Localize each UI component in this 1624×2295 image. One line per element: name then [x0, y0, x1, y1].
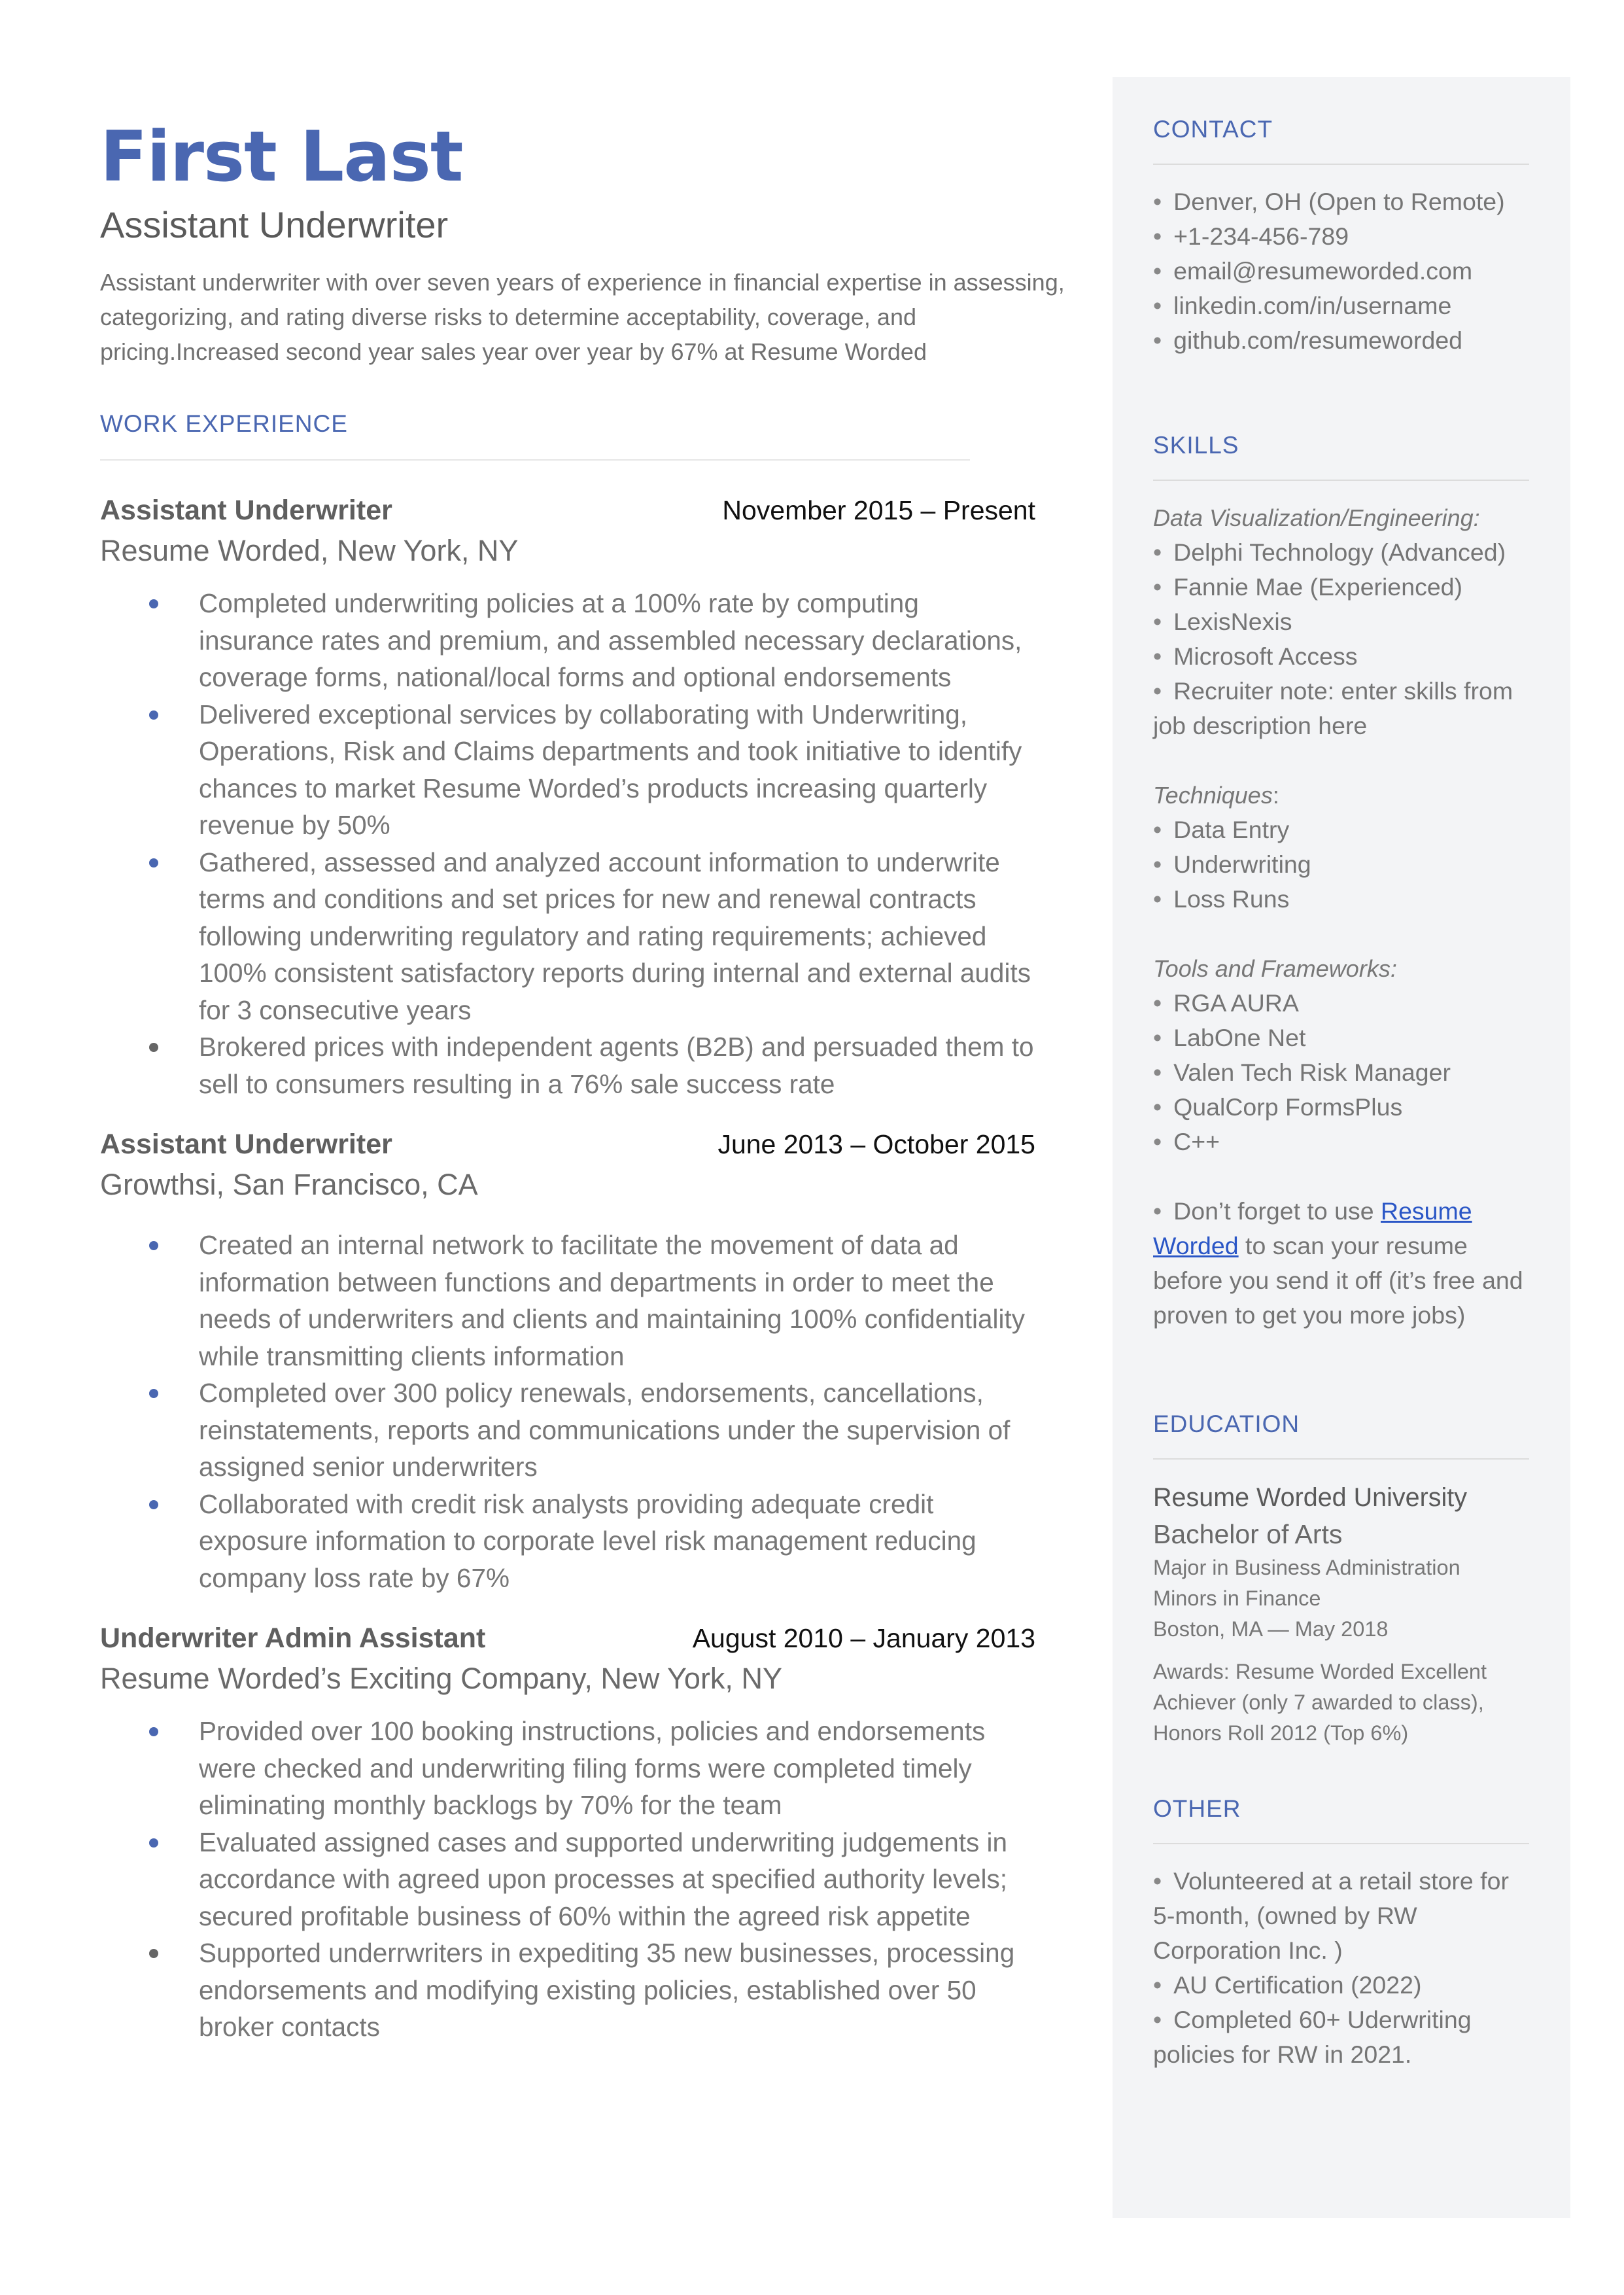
work-experience-title: WORK EXPERIENCE	[100, 410, 348, 437]
bullet-icon	[149, 1949, 158, 1958]
sidebar	[1113, 77, 1570, 2218]
job-date: August 2010 – January 2013	[692, 1623, 1035, 1653]
job-entry	[100, 1621, 1042, 2046]
list-item: • C++	[1153, 1128, 1220, 1155]
divider	[100, 459, 970, 461]
divider	[1153, 1843, 1529, 1844]
skill-category: Tools and Frameworks:	[1153, 955, 1397, 982]
skill-category: Data Visualization/Engineering:	[1153, 504, 1480, 531]
bullet-icon	[149, 599, 158, 608]
job-bullets	[100, 1227, 1035, 1596]
job-bullets	[100, 585, 1035, 1102]
bullet-icon	[149, 1241, 158, 1250]
job-title: Underwriter Admin Assistant	[100, 1622, 486, 1654]
list-item: • github.com/resumeworded	[1153, 326, 1463, 354]
job-company: Resume Worded, New York, NY	[100, 534, 519, 567]
other-list	[1153, 1864, 1529, 2072]
divider	[1153, 480, 1529, 481]
list-item: • LabOne Net	[1153, 1024, 1306, 1051]
edu-major: Major in Business Administration	[1153, 1556, 1460, 1579]
education-title: EDUCATION	[1153, 1410, 1300, 1437]
list-item: • Denver, OH (Open to Remote)	[1153, 188, 1505, 215]
divider	[1153, 1458, 1529, 1460]
list-item: Collaborated with credit risk analysts providing adequate credit exposure information to corporate level risk management reducing company loss rate by 67%	[100, 1486, 1035, 1597]
other-title: OTHER	[1153, 1795, 1241, 1822]
list-item: • AU Certification (2022)	[1153, 1971, 1422, 1999]
list-item: Completed over 300 policy renewals, endorsements, cancellations, reinstatements, reports and communications under the supervision of assigned senior underwriters	[100, 1375, 1035, 1486]
list-item: • Underwriting	[1153, 850, 1311, 878]
edu-minor: Minors in Finance	[1153, 1586, 1321, 1610]
list-item: • linkedin.com/in/username	[1153, 292, 1452, 319]
job-company: Resume Worded’s Exciting Company, New York, NY	[100, 1662, 782, 1695]
main-column	[100, 114, 1065, 2046]
list-item: • Recruiter note: enter skills from job description here	[1153, 677, 1513, 739]
job-date: November 2015 – Present	[722, 495, 1035, 525]
list-item: Brokered prices with independent agents (B2B) and persuaded them to sell to consumers resulting in a 76% sale success rate	[100, 1028, 1035, 1102]
edu-location-date: Boston, MA — May 2018	[1153, 1617, 1389, 1641]
resume-worded-link[interactable]: Resume Worded	[1153, 1197, 1472, 1259]
divider	[1153, 164, 1529, 165]
bullet-icon	[149, 1727, 158, 1736]
skills-note	[1153, 1194, 1529, 1333]
list-item: Evaluated assigned cases and supported underwriting judgements in accordance with agreed upon processes at specified authority levels; secured profitable business of 60% within the agreed risk appetite	[100, 1824, 1035, 1935]
list-item: • RGA AURA	[1153, 989, 1299, 1017]
list-item: Supported underrwriters in expediting 35 new businesses, processing endorsements and modifying existing policies, established over 50 broker contacts	[100, 1935, 1035, 2046]
contact-list	[1153, 184, 1529, 358]
skills-title: SKILLS	[1153, 432, 1239, 459]
job-date: June 2013 – October 2015	[717, 1129, 1035, 1159]
skill-list	[1153, 813, 1529, 917]
skill-category: Techniques:	[1153, 782, 1279, 809]
bullet-icon	[149, 1043, 158, 1052]
list-item: • email@resumeworded.com	[1153, 257, 1473, 285]
list-item: Created an internal network to facilitate the movement of data ad information between functions and departments in order to meet the needs of underwriters and clients and maintaining 100% confidentiality while transmitting clients information	[100, 1227, 1035, 1375]
list-item: • QualCorp FormsPlus	[1153, 1093, 1403, 1121]
candidate-role: Assistant Underwriter	[100, 204, 449, 245]
list-item: Delivered exceptional services by collaborating with Underwriting, Operations, Risk and Claims departments and took initiative to identify chances to market Resume Worded’s products increasing quarterly revenue by 50%	[100, 696, 1035, 844]
list-item: Provided over 100 booking instructions, policies and endorsements were checked and underwriting filing forms were completed timely eliminating monthly backlogs by 70% for the team	[100, 1713, 1035, 1824]
edu-degree: Bachelor of Arts	[1153, 1519, 1343, 1549]
skill-list	[1153, 986, 1529, 1159]
list-item: • Microsoft Access	[1153, 642, 1358, 670]
contact-title: CONTACT	[1153, 116, 1273, 143]
list-item: • Completed 60+ Uderwriting policies for RW in 2021.	[1153, 2006, 1472, 2068]
skill-list	[1153, 535, 1529, 743]
bullet-icon	[149, 1500, 158, 1509]
list-item: Gathered, assessed and analyzed account information to underwrite terms and conditions and set prices for new and renewal contracts following underwriting regulatory and rating requirements; achieved 100% consistent satisfactory reports during internal and external audits for 3 consecutive years	[100, 844, 1035, 1029]
bullet-icon	[149, 858, 158, 867]
list-item: • Data Entry	[1153, 816, 1290, 843]
edu-school: Resume Worded University	[1153, 1483, 1468, 1512]
job-entry	[100, 493, 1042, 1102]
bullet-icon	[149, 710, 158, 720]
candidate-name: First Last	[100, 116, 463, 197]
list-item: • LexisNexis	[1153, 608, 1292, 635]
bullet-icon	[149, 1838, 158, 1848]
job-entry	[100, 1127, 1042, 1596]
list-item: • Valen Tech Risk Manager	[1153, 1059, 1451, 1086]
job-title: Assistant Underwriter	[100, 1129, 392, 1160]
list-item: • Fannie Mae (Experienced)	[1153, 573, 1463, 601]
list-item: • +1-234-456-789	[1153, 222, 1349, 250]
list-item: • Volunteered at a retail store for 5-month, (owned by RW Corporation Inc. )	[1153, 1867, 1509, 1964]
list-item: • Loss Runs	[1153, 885, 1290, 913]
bullet-icon	[149, 1389, 158, 1398]
job-bullets	[100, 1713, 1035, 2046]
job-company: Growthsi, San Francisco, CA	[100, 1168, 478, 1201]
job-title: Assistant Underwriter	[100, 495, 392, 526]
summary: Assistant underwriter with over seven years of experience in financial expertise in assessing, categorizing, and rating diverse risks to determine acceptability, coverage, and pricing.Increased second year sales year over year by 67% at Resume Worded	[100, 269, 1065, 365]
list-item: Completed underwriting policies at a 100% rate by computing insurance rates and premium, and assembled necessary declarations, coverage forms, national/local forms and optional endorsements	[100, 585, 1035, 696]
list-item: • Don’t forget to use Resume Worded to scan your resume before you send it off (it’s free and proven to get you more jobs)	[1153, 1197, 1523, 1329]
list-item: • Delphi Technology (Advanced)	[1153, 538, 1506, 566]
edu-awards: Awards: Resume Worded Excellent Achiever (only 7 awarded to class), Honors Roll 2012 (Top 6%)	[1153, 1660, 1487, 1745]
